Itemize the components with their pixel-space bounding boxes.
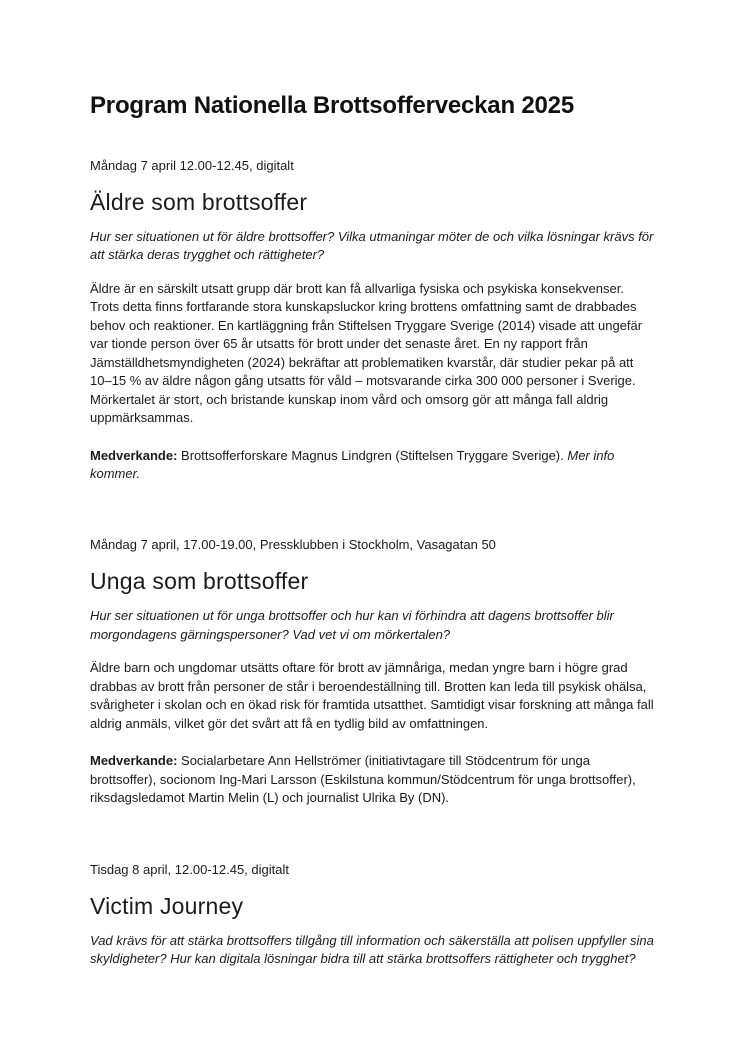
session-datetime: Måndag 7 april, 17.00-19.00, Pressklubben i Stockholm, Vasagatan 50 [90,537,496,553]
session-body: Äldre är en särskilt utsatt grupp där brott kan få allvarliga fysiska och psykiska konsekvenser. Trots detta finns fortfarande stora kunskapsluckor kring brottens omfattning samt de drabbades behov och reaktioner. En kartläggning från Stiftelsen Tryggare Sverige (2014) visade att ungefär var tionde person över 65 år utsatts för brott under det senaste året. En ny rapport från Jämställdhetsmyndigheten (2024) bekräftar att problematiken kvarstår, där studier pekar på att 10–15 % av äldre någon gång utsatts för våld – motsvarande cirka 300 000 personer i Sverige. Mörkertalet är stort, och bristande kunskap inom vård och omsorg gör att många fall aldrig uppmärksammas. [90,280,643,426]
participants-text: Socialarbetare Ann Hellströmer (initiativtagare till Stödcentrum för unga brottsoffer), socionom Ing-Mari Larsson (Eskilstuna kommun/Stödcentrum för unga brottsoffer), riksdagsledamot Martin Melin (L) och journalist Ulrika By (DN). [90,753,636,806]
participants-label: Medverkande: [90,753,178,769]
session-datetime: Tisdag 8 april, 12.00-12.45, digitalt [90,861,289,877]
participants-line [90,752,656,807]
session-intro: Hur ser situationen ut för äldre brottsoffer? Vilka utmaningar möter de och vilka lösningar krävs för att stärka deras trygghet och rättigheter? [90,229,654,263]
session-body: Äldre barn och ungdomar utsätts oftare för brott av jämnåriga, medan yngre barn i högre grad drabbas av brott från personer de står i beroendeställning till. Brotten kan leda till psykisk ohälsa, svårigheter i skolan och en ökad risk för framtida utsatthet. Samtidigt visar forskning att många fall aldrig anmäls, vilket gör det svårt att få en tydlig bild av omfattningen. [90,660,654,731]
participants-note: Mer info kommer. [90,447,615,481]
participants-label: Medverkande: [90,447,178,463]
session-datetime: Måndag 7 april 12.00-12.45, digitalt [90,158,294,173]
session-heading: Victim Journey [90,892,244,919]
page-title: Program Nationella Brottsofferveckan 2025 [90,92,574,119]
session-intro: Hur ser situationen ut för unga brottsoffer och hur kan vi förhindra att dagens brottsoffer blir morgondagens gärningspersoner? Vad vet vi om mörkertalen? [90,608,614,642]
participants-text: Brottsofferforskare Magnus Lindgren (Stiftelsen Tryggare Sverige). [177,447,568,463]
session-heading: Äldre som brottsoffer [90,189,308,215]
session-heading: Unga som brottsoffer [90,568,309,595]
session-block [90,862,656,969]
participants-line [90,447,656,484]
session-block [90,158,656,483]
session-block [90,537,656,807]
session-intro: Vad krävs för att stärka brottsoffers tillgång till information och säkerställa att polisen uppfyller sina skyldigheter? Hur kan digitala lösningar bidra till att stärka brottsoffers rättigheter och trygghet? [90,932,654,966]
